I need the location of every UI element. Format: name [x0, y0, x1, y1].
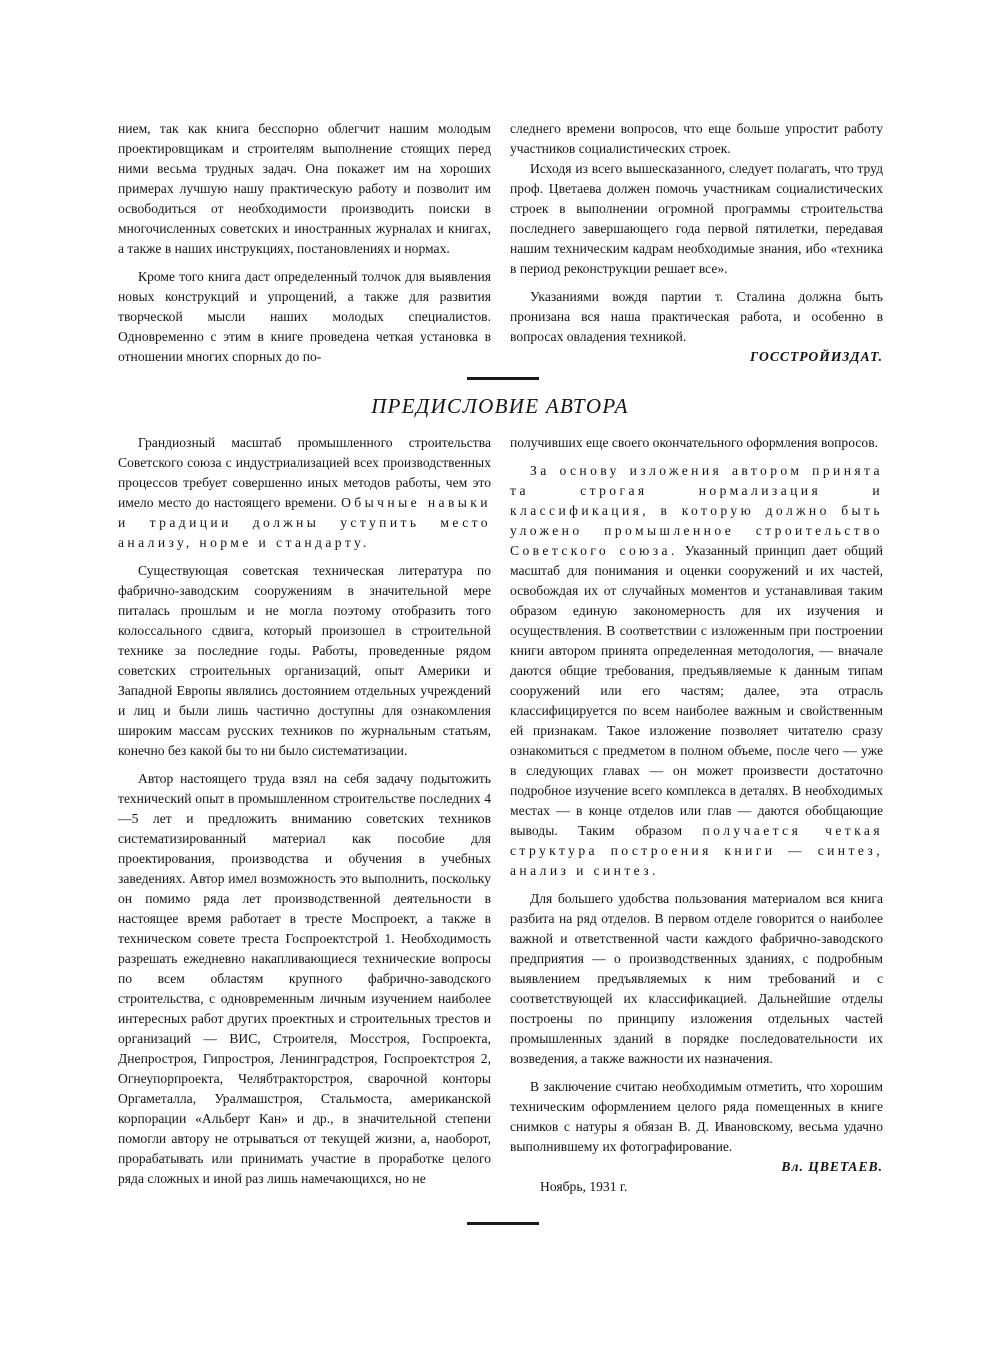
paragraph	[510, 461, 883, 881]
bottom-divider	[467, 1222, 539, 1225]
paragraph: В заключение считаю необходимым отметить, что хорошим техническим оформлением целого ряда помещенных в книге снимков с натуры я обязан В. Д. Ивановскому, весьма удачно выполнившему их фотографирование.	[510, 1079, 883, 1154]
section-divider	[467, 377, 539, 380]
paragraph: нием, так как книга бесспорно облегчит нашим молодым проектировщикам и строителям выполнение стоящих перед ними весьма трудных задач. Она покажет им на хороших примерах лучшую нашу практическую работу и позволит им освободиться от необходимости производить поиски в многочисленных советских и иностранных журналах и книгах, а также в наших инструкциях, постановлениях и нормах.	[118, 121, 491, 256]
paragraph	[118, 433, 491, 553]
publisher-signature: ГОССТРОЙИЗДАТ.	[750, 349, 883, 364]
paragraph-text: Указанный принцип дает общий масштаб для понимания и оценки сооружений и их частей, освобождая их от случайных моментов и устанавливая таким образом единую закономерность для их изучения и осуществления. В соответствии с изложенным при построении книги автором принята определенная методология, — вначале даются общие требования, предъявляемые к данным типам сооружений или его частям; далее, эта отрасль классифицируется по всем наиболее важным и свойственным ей признакам. Такое изложение позволяет читателю сразу ознакомиться с предметом в полном объеме, после чего — уже в следующих главах — он может произвести достаточно подробное изучение всего комплекса в деталях. В необходимых местах — в конце отделов или глав — даются обобщающие выводы. Таким образом	[510, 543, 883, 838]
top-right-column	[510, 119, 883, 367]
spaced-emphasis: Обычные навыки и традиции должны уступить место анализу, норме и стандарту.	[118, 495, 491, 550]
paragraph: получивших еще своего окончательного оформления вопросов.	[510, 435, 879, 450]
paragraph: Для большего удобства пользования материалом вся книга разбита на ряд отделов. В первом отделе говорится о наиболее важной и ответственной части каждого фабрично-заводского предприятия — о производственных зданиях, с подробным выявлением предъявляемых к ним требований и с соответствующей их классификацией. Дальнейшие отделы построены по принципу изложения отдельных частей промышленных зданий в порядке последовательности их возведения, а также важности их назначения.	[510, 891, 883, 1066]
paragraph: Указаниями вождя партии т. Сталина должна быть пронизана вся наша практическая работа, и особенно в вопросах овладения техникой.	[510, 289, 883, 344]
date: Ноябрь, 1931 г.	[540, 1179, 628, 1194]
paragraph: Существующая советская техническая литература по фабрично-заводским сооружениям в значительной мере питалась прошлым и не могла поэтому отобразить того колоссального сдвига, который произошел в строительной технике за последние годы. Работы, проведенные рядом советских строительных организаций, опыт Америки и Западной Европы являлись достоянием отдельных учреждений и лиц и были лишь частично доступны для ознакомления широким массам русских техников по журнальным статьям, конечно без какой бы то ни было систематизации.	[118, 563, 491, 758]
paragraph: следнего времени вопросов, что еще больше упростит работу участников социалистических строек.	[510, 121, 883, 156]
paragraph-text: Грандиозный масштаб промышленного строительства Советского союза с индустриализацией всех производственных процессов требует совершенно иных методов работы, чем это имело место до настоящего времени.	[118, 435, 491, 510]
author-left-column	[118, 433, 491, 1189]
top-left-column	[118, 119, 491, 367]
author-signature: Вл. ЦВЕТАЕВ.	[781, 1159, 883, 1174]
paragraph: Кроме того книга даст определенный толчок для выявления новых конструкций и упрощений, а также для развития творческой мысли наших молодых специалистов. Одновременно с этим в книге проведена четкая установка в отношении многих спорных до по-	[118, 269, 491, 364]
author-right-column	[510, 433, 883, 1197]
spaced-emphasis: получается четкая структура построения книги — синтез, анализ и синтез.	[510, 823, 883, 878]
paragraph: Автор настоящего труда взял на себя задачу подытожить технический опыт в промышленном строительстве последних 4—5 лет и предложить вниманию советских техников систематизированный материал как пособие для проектирования, производства и обучения в учебных заведениях. Автор имел возможность это выполнить, поскольку он помимо ряда лет производственной деятельности в настоящее время работает в тресте Моспроект, а также в техническом совете треста Госпроектстрой 1. Необходимость разрешать ежедневно накапливающиеся технические вопросы по всем областям крупного фабрично-заводского строительства, с одновременным личным изучением наиболее интересных работ других проектных и строительных трестов и организаций — ВИС, Строителя, Мосстроя, Госпроекта, Днепростроя, Гипростроя, Ленинградстроя, Госпроектстроя 2, Огнеупорпроекта, Челябтракторстроя, сварочной конторы Оргаметалла, Уралмашстроя, Стальмоста, американской корпорации «Альберт Кан» и др., в значительной степени помогли автору не отрываться от текущей жизни, а, наоборот, прорабатывать или принимать участие в проработке целого ряда сложных и иной раз лишь намечающихся, но не	[118, 771, 491, 1186]
section-heading: ПРЕДИСЛОВИЕ АВТОРА	[371, 394, 629, 418]
paragraph: Исходя из всего вышесказанного, следует полагать, что труд проф. Цветаева должен помочь участникам социалистических строек в выполнении огромной программы строительства последнего завершающего года первой пятилетки, передавая нашим техническим кадрам необходимые знания, ибо «техника в период реконструкции решает все».	[510, 161, 883, 276]
spaced-emphasis: За основу изложения автором принята та строгая нормализация и классификация, в которую должно быть уложено промышленное строительство Советского союза.	[510, 463, 883, 558]
